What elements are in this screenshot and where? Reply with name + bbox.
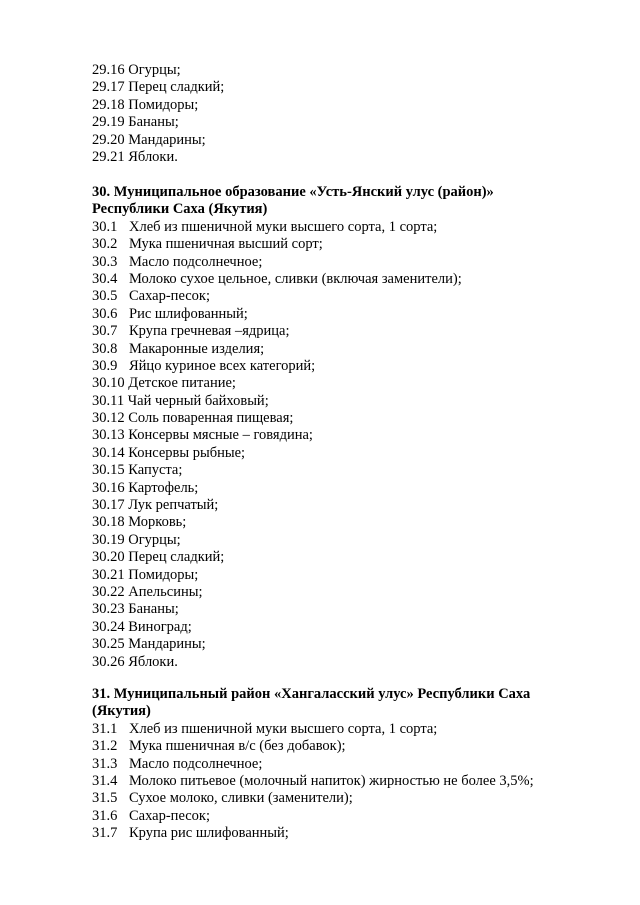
list-item-number: 31.7 (92, 825, 118, 842)
list-item-number: 30.5 (92, 288, 118, 305)
list-item (92, 497, 562, 514)
list-item-number: 29.16 (92, 62, 125, 78)
section-31-heading (92, 686, 562, 703)
section-31-heading-number: 31. (92, 686, 111, 702)
section-31-heading-text: Муниципальный район «Хангаласский улус» Республики Саха (113, 686, 531, 702)
list-item (92, 738, 562, 755)
list-item-text: Сухое молоко, сливки (заменители); (129, 790, 353, 807)
list-item-text: Крупа рис шлифованный; (129, 825, 289, 842)
list-item-number: 30.6 (92, 305, 118, 322)
list-item-number: 30.10 (92, 375, 125, 392)
list-item-text: Чай черный байховый; (127, 392, 269, 409)
list-item (92, 721, 562, 738)
list-item-text: Яйцо куриное всех категорий; (129, 357, 316, 374)
list-item (92, 445, 562, 462)
list-item (92, 306, 562, 323)
list-item-number: 30.13 (92, 427, 125, 444)
list-item (92, 149, 562, 166)
list-item-number: 30.24 (92, 618, 125, 635)
list-item (92, 480, 562, 497)
list-item (92, 825, 562, 842)
list-item (92, 584, 562, 601)
section-30-heading-number: 30. (92, 184, 111, 200)
list-item-text: Мука пшеничная в/с (без добавок); (129, 738, 346, 755)
list-section-29-continued (92, 62, 562, 166)
list-item (92, 79, 562, 96)
list-item-number: 30.15 (92, 462, 125, 479)
list-item-text: Виноград; (128, 618, 192, 635)
list-item-number: 30.2 (92, 236, 118, 253)
list-item-text: Сахар-песок; (129, 288, 210, 305)
list-item-text: Бананы; (128, 114, 179, 131)
list-item (92, 358, 562, 375)
list-item-text: Капуста; (128, 462, 183, 479)
list-item (92, 790, 562, 807)
list-item (92, 462, 562, 479)
list-item-text: Перец сладкий; (128, 79, 225, 96)
list-item-number: 31.2 (92, 738, 118, 755)
list-item-text: Консервы мясные – говядина; (128, 427, 313, 444)
list-item-text: Мука пшеничная высший сорт; (129, 236, 323, 253)
list-item-text: Молоко сухое цельное, сливки (включая заменители); (129, 270, 462, 287)
list-item (92, 410, 562, 427)
list-item (92, 62, 562, 79)
list-item-number: 31.4 (92, 772, 118, 789)
list-item (92, 236, 562, 253)
list-item-text: Рис шлифованный; (129, 305, 248, 322)
section-31-list (92, 721, 562, 843)
list-item-text: Мандарины; (128, 636, 206, 653)
list-item-text: Сахар-песок; (129, 807, 210, 824)
list-item (92, 97, 562, 114)
list-item (92, 567, 562, 584)
list-item-text: Макаронные изделия; (129, 340, 265, 357)
list-item-text: Мандарины; (128, 131, 206, 148)
list-item (92, 773, 562, 790)
list-item-text: Яблоки. (128, 653, 178, 670)
section-30-heading-continued: Республики Саха (Якутия) (92, 201, 268, 218)
list-item (92, 427, 562, 444)
list-item-number: 30.16 (92, 479, 125, 496)
list-item (92, 756, 562, 773)
list-item-number: 30.1 (92, 218, 118, 235)
list-item-text: Бананы; (128, 601, 179, 618)
list-item (92, 288, 562, 305)
list-item (92, 619, 562, 636)
list-item-text: Лук репчатый; (128, 497, 219, 514)
list-item-number: 31.5 (92, 790, 118, 807)
section-31-heading-continued: (Якутия) (92, 703, 151, 720)
list-item (92, 393, 562, 410)
list-item (92, 808, 562, 825)
section-30-list (92, 219, 562, 671)
list-item-number: 30.12 (92, 410, 125, 427)
list-item-text: Хлеб из пшеничной муки высшего сорта, 1 сорта; (129, 218, 438, 235)
list-item-number: 30.26 (92, 653, 125, 670)
list-item-number: 30.23 (92, 601, 125, 618)
list-item (92, 532, 562, 549)
list-item (92, 271, 562, 288)
list-item (92, 636, 562, 653)
list-item (92, 654, 562, 671)
list-item-number: 30.18 (92, 514, 125, 531)
list-item-text: Хлеб из пшеничной муки высшего сорта, 1 сорта; (129, 720, 438, 737)
list-item (92, 514, 562, 531)
list-item-number: 30.14 (92, 444, 125, 461)
list-item-number: 29.21 (92, 148, 125, 165)
list-item-number: 29.20 (92, 131, 125, 148)
list-item-text: Помидоры; (128, 566, 199, 583)
list-item (92, 341, 562, 358)
list-item-text: Перец сладкий; (128, 549, 225, 566)
list-item-number: 31.6 (92, 807, 118, 824)
list-item-number: 30.4 (92, 270, 118, 287)
list-item-text: Соль поваренная пищевая; (128, 410, 294, 427)
list-item (92, 549, 562, 566)
list-item-number: 29.19 (92, 114, 125, 131)
list-item-number: 30.19 (92, 531, 125, 548)
list-item-number: 29.18 (92, 96, 125, 113)
list-item-number: 30.7 (92, 323, 118, 340)
list-item-number: 30.21 (92, 566, 125, 583)
list-item-number: 30.17 (92, 497, 125, 514)
list-item-text: Помидоры; (128, 96, 199, 113)
list-item (92, 254, 562, 271)
list-item-text: Огурцы; (128, 62, 181, 78)
list-item-text: Картофель; (128, 479, 199, 496)
list-item-number: 30.20 (92, 549, 125, 566)
list-item (92, 114, 562, 131)
list-item (92, 323, 562, 340)
list-item-text: Яблоки. (128, 148, 178, 165)
list-item-text: Масло подсолнечное; (129, 253, 263, 270)
list-item-number: 30.22 (92, 583, 125, 600)
list-item-number: 30.11 (92, 392, 125, 409)
section-31 (92, 686, 562, 843)
list-item-number: 31.3 (92, 755, 118, 772)
list-item-text: Консервы рыбные; (128, 444, 246, 461)
list-item-text: Огурцы; (128, 531, 181, 548)
list-item-number: 30.3 (92, 253, 118, 270)
list-item-text: Масло подсолнечное; (129, 755, 263, 772)
list-item (92, 375, 562, 392)
list-item (92, 132, 562, 149)
list-item-number: 31.1 (92, 720, 118, 737)
list-item (92, 601, 562, 618)
list-item-text: Молоко питьевое (молочный напиток) жирностью не более 3,5%; (129, 772, 534, 789)
list-item-number: 30.25 (92, 636, 125, 653)
section-30 (92, 184, 562, 671)
section-30-heading (92, 184, 562, 201)
list-item-number: 30.9 (92, 357, 118, 374)
list-item-text: Крупа гречневая –ядрица; (129, 323, 290, 340)
list-item-text: Апельсины; (128, 583, 203, 600)
list-item-text: Детское питание; (128, 375, 236, 392)
list-item-text: Морковь; (128, 514, 187, 531)
list-item-number: 30.8 (92, 340, 118, 357)
list-item (92, 219, 562, 236)
section-30-heading-text: Муниципальное образование «Усть-Янский улус (район)» (113, 184, 494, 200)
list-item-number: 29.17 (92, 79, 125, 96)
